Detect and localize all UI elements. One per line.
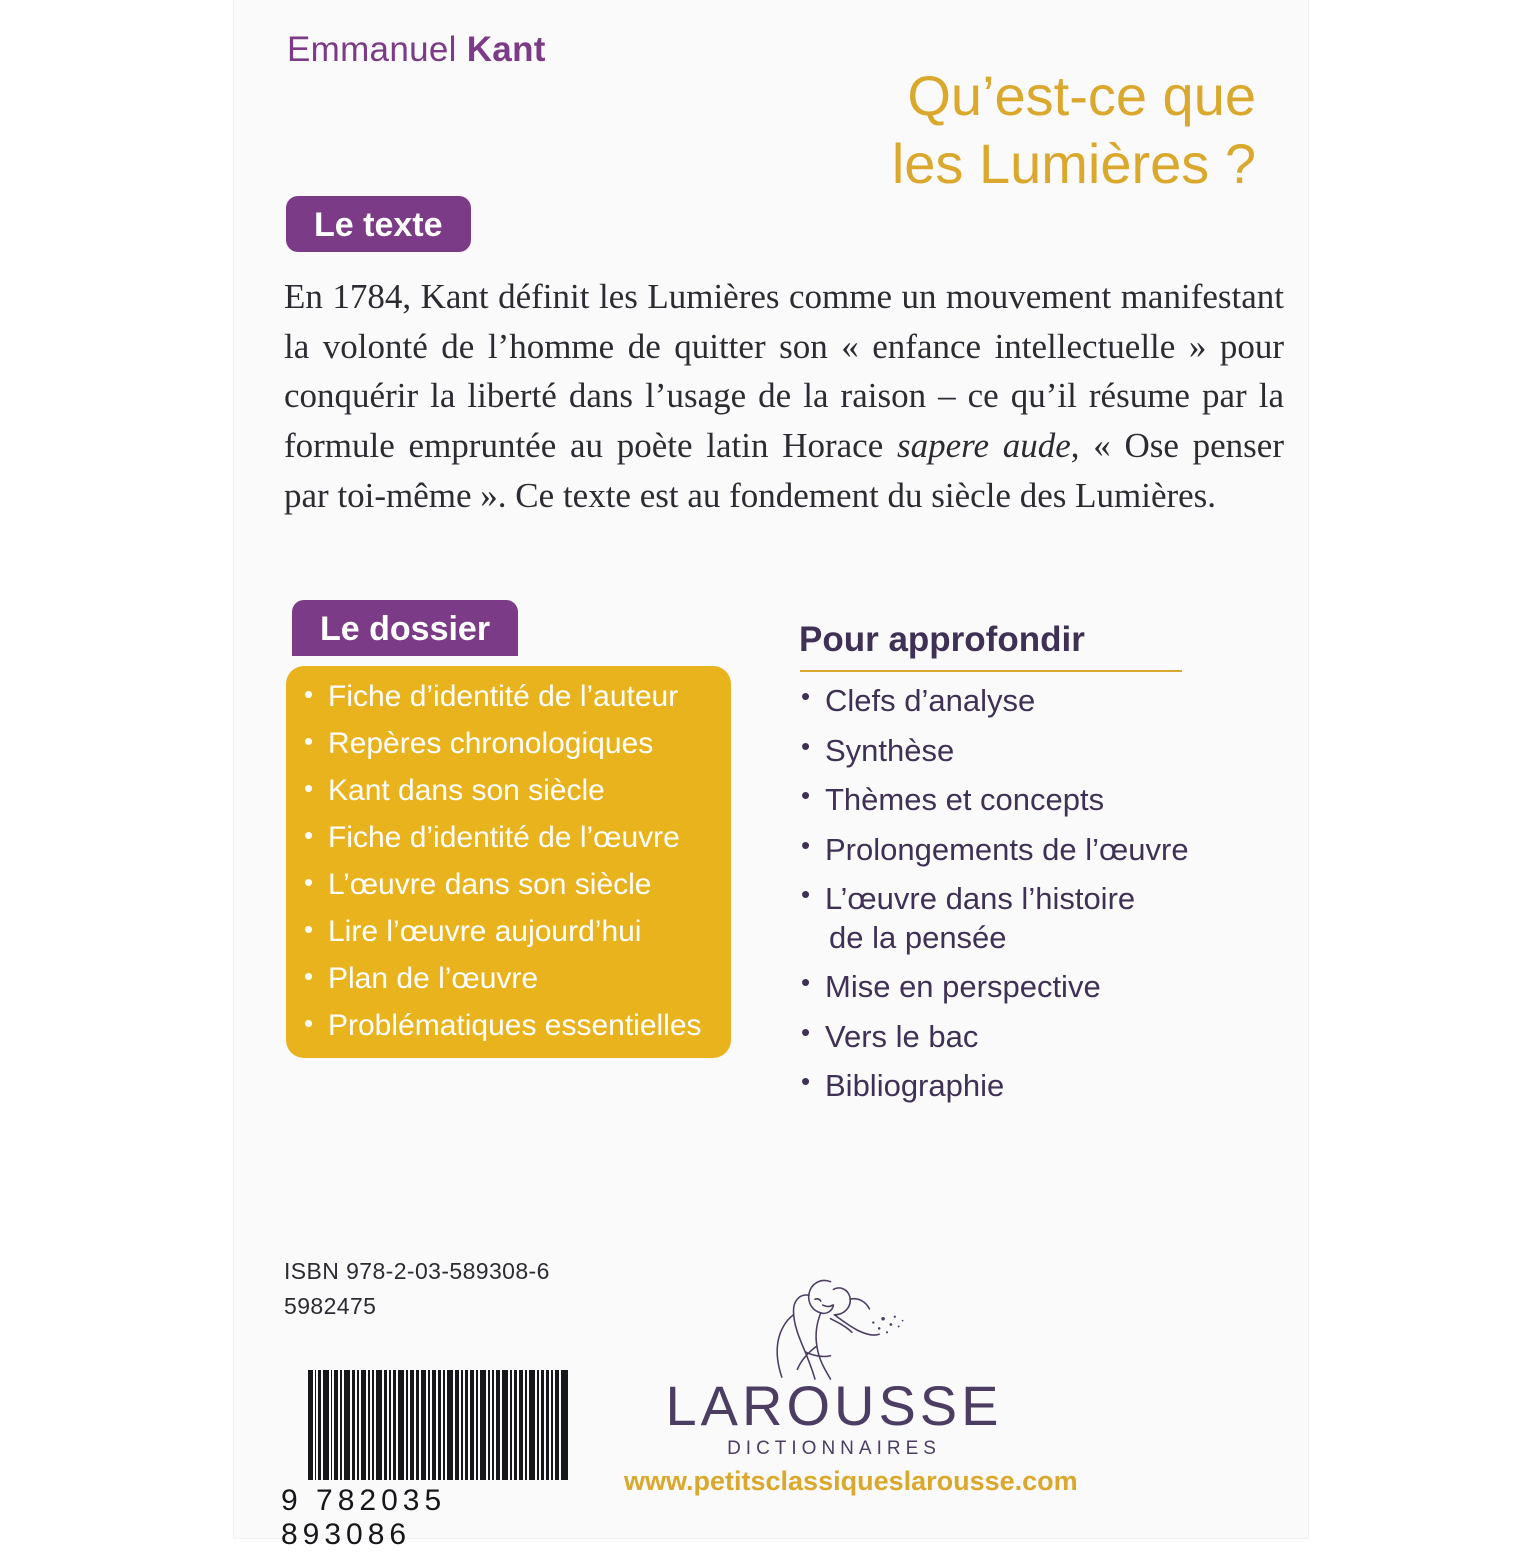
list-item-label: Bibliographie bbox=[825, 1068, 1005, 1104]
approfondir-item-list bbox=[799, 685, 1219, 1120]
list-item-label-continuation: de la pensée bbox=[829, 919, 1007, 955]
texte-body-part-1: En 1784, Kant définit les Lumières comme un mouvement manifestant la volonté de l’homme de quitter son « enfance intellectuelle » pour conquérir la liberté dans l’usage de la raison – ce qu’il résume par la formule empruntée au poète latin Horace bbox=[284, 277, 1284, 466]
list-item-label: Synthèse bbox=[825, 732, 955, 768]
sower-woman-icon bbox=[737, 1270, 932, 1382]
divider bbox=[800, 670, 1182, 672]
texte-section-body bbox=[284, 272, 1284, 520]
list-item bbox=[799, 1018, 1219, 1054]
list-item-label: Thèmes et concepts bbox=[825, 782, 1105, 818]
internal-code: 5982475 bbox=[284, 1292, 377, 1319]
approfondir-heading: Pour approfondir bbox=[799, 620, 1085, 659]
list-item-label: Mise en perspective bbox=[825, 969, 1101, 1005]
list-item-label: Clefs d’analyse bbox=[825, 683, 1036, 718]
list-item: • Problématiques essentielles bbox=[300, 1011, 730, 1041]
list-item-label: Vers le bac bbox=[825, 1018, 979, 1054]
barcode-icon bbox=[308, 1370, 570, 1480]
list-item: • Fiche d’identité de l’œuvre bbox=[300, 823, 730, 853]
list-item: • Plan de l’œuvre bbox=[300, 964, 730, 994]
book-title bbox=[536, 62, 1256, 199]
list-item: • Repères chronologiques bbox=[300, 729, 730, 759]
list-item: • Lire l’œuvre aujourd’hui bbox=[300, 917, 730, 947]
book-title-line-1: Qu’est-ce que bbox=[907, 64, 1256, 127]
publisher-logo bbox=[664, 1270, 1004, 1460]
list-item bbox=[799, 685, 1219, 718]
list-item bbox=[799, 732, 1219, 768]
cover-sheet bbox=[234, 0, 1308, 1551]
list-item: • Fiche d’identité de l’auteur bbox=[300, 682, 730, 712]
texte-body-part-2: , « Ose penser par toi-même ». Ce texte est au fondement du siècle des Lumières. bbox=[284, 426, 1284, 515]
section-tab-le-dossier: Le dossier bbox=[292, 600, 518, 656]
list-item-label: Prolongements de l’œuvre bbox=[825, 831, 1189, 867]
list-item bbox=[799, 883, 1219, 954]
barcode-digits: 9 782035 893086 bbox=[281, 1484, 447, 1551]
isbn-block bbox=[284, 1254, 550, 1323]
book-title-line-2: les Lumières ? bbox=[891, 132, 1256, 196]
texte-body-latin-phrase: sapere aude bbox=[896, 426, 1071, 466]
list-item: • Kant dans son siècle bbox=[300, 776, 730, 806]
publisher-name: LAROUSSE bbox=[665, 1374, 1003, 1437]
list-item bbox=[799, 784, 1219, 817]
author-last-name: Kant bbox=[466, 30, 546, 69]
author-first-name: Emmanuel bbox=[287, 30, 457, 69]
isbn-number: ISBN 978-2-03-589308-6 bbox=[284, 1258, 550, 1284]
list-item bbox=[799, 831, 1219, 867]
list-item-label: L’œuvre dans l’histoire bbox=[825, 881, 1136, 917]
list-item bbox=[799, 1070, 1219, 1103]
author-name bbox=[287, 30, 546, 70]
section-tab-le-texte: Le texte bbox=[286, 196, 471, 252]
publisher-subtitle: DICTIONNAIRES bbox=[727, 1438, 941, 1459]
list-item: • L’œuvre dans son siècle bbox=[300, 870, 730, 900]
dossier-item-list bbox=[300, 682, 730, 1058]
publisher-website[interactable]: www.petitsclassiqueslarousse.com bbox=[624, 1466, 1078, 1496]
list-item bbox=[799, 971, 1219, 1004]
